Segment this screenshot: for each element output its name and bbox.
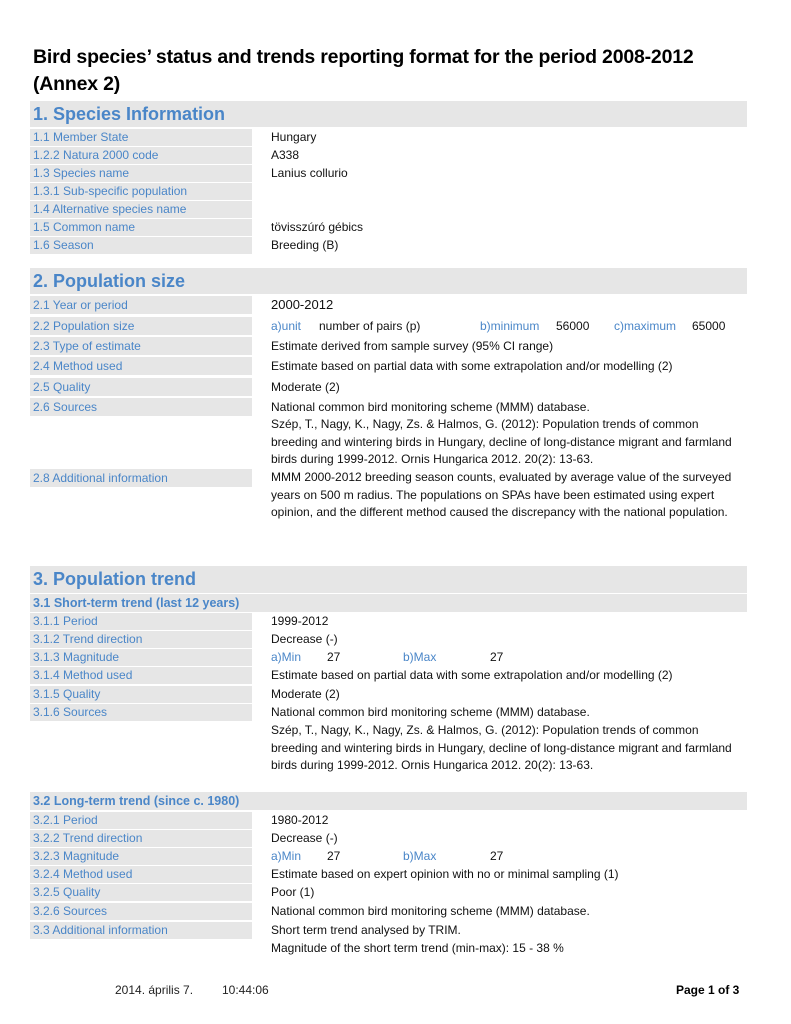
sub-specific-label: 1.3.1 Sub-specific population	[30, 183, 252, 200]
quality-value: Moderate (2)	[271, 380, 340, 394]
long-magnitude-label: 3.2.3 Magnitude	[30, 848, 252, 865]
short-min-value: 27	[327, 650, 341, 664]
unit-value: number of pairs (p)	[319, 319, 421, 333]
alt-species-label: 1.4 Alternative species name	[30, 201, 252, 218]
common-name-label: 1.5 Common name	[30, 219, 252, 236]
short-max-value: 27	[490, 650, 504, 664]
short-quality-value: Moderate (2)	[271, 687, 340, 701]
long-period-value: 1980-2012	[271, 813, 329, 827]
unit-label: a)unit	[271, 319, 302, 333]
long-quality-value: Poor (1)	[271, 885, 315, 899]
sources-value: National common bird monitoring scheme (MMM) database.	[271, 400, 590, 414]
season-value: Breeding (B)	[271, 238, 339, 252]
long-max-value: 27	[490, 849, 504, 863]
long-term-heading: 3.2 Long-term trend (since c. 1980)	[30, 792, 747, 810]
member-state-value: Hungary	[271, 130, 317, 144]
section-2-heading: 2. Population size	[30, 268, 747, 294]
short-quality-label: 3.1.5 Quality	[30, 686, 252, 703]
natura-code-label: 1.2.2 Natura 2000 code	[30, 147, 252, 164]
additional-info-label: 2.8 Additional information	[30, 469, 252, 487]
long-direction-label: 3.2.2 Trend direction	[30, 830, 252, 847]
maximum-value: 65000	[692, 319, 726, 333]
season-label: 1.6 Season	[30, 237, 252, 254]
maximum-label: c)maximum	[614, 319, 676, 333]
short-sources-label: 3.1.6 Sources	[30, 704, 252, 721]
long-sources-value: National common bird monitoring scheme (MMM) database.	[271, 904, 590, 918]
long-sources-label: 3.2.6 Sources	[30, 903, 252, 920]
short-method-label: 3.1.4 Method used	[30, 667, 252, 684]
short-max-label: b)Max	[403, 650, 437, 664]
short-direction-label: 3.1.2 Trend direction	[30, 631, 252, 648]
long-min-value: 27	[327, 849, 341, 863]
trend-additional-info-line2: Magnitude of the short term trend (min-max): 15 - 38 %	[271, 941, 564, 955]
footer-time: 10:44:06	[222, 983, 269, 997]
method-used-label: 2.4 Method used	[30, 357, 252, 375]
method-used-value: Estimate based on partial data with some extrapolation and/or modelling (2)	[271, 359, 673, 373]
sources-label: 2.6 Sources	[30, 398, 252, 416]
footer-date: 2014. április 7.	[115, 983, 194, 997]
long-max-label: b)Max	[403, 849, 437, 863]
short-period-label: 3.1.1 Period	[30, 613, 252, 630]
minimum-value: 56000	[556, 319, 590, 333]
sources-citation: Szép, T., Nagy, K., Nagy, Zs. & Halmos, G. (2012): Population trends of common breeding and wintering birds in Hungary, decline of long-distance migrant and farmland birds during 1999-2012. Ornis Hungarica 2012. 20(2): 13-63.	[271, 417, 732, 467]
short-min-label: a)Min	[271, 650, 302, 664]
footer-page-number: Page 1 of 3	[676, 983, 740, 997]
population-size-label: 2.2 Population size	[30, 317, 252, 335]
short-sources-citation: Szép, T., Nagy, K., Nagy, Zs. & Halmos, G. (2012): Population trends of common breeding and wintering birds in Hungary, decline of long-distance migrant and farmland birds during 1999-2012. Ornis Hungarica 2012. 20(2): 13-63.	[271, 723, 732, 773]
common-name-value: tövisszúró gébics	[271, 220, 364, 234]
short-direction-value: Decrease (-)	[271, 632, 338, 646]
short-sources-value: National common bird monitoring scheme (MMM) database.	[271, 705, 590, 719]
section-1-heading: 1. Species Information	[30, 101, 747, 127]
long-quality-label: 3.2.5 Quality	[30, 884, 252, 901]
minimum-label: b)minimum	[480, 319, 540, 333]
quality-label: 2.5 Quality	[30, 378, 252, 396]
year-period-value: 2000-2012	[271, 297, 334, 312]
species-name-value: Lanius collurio	[271, 166, 348, 180]
section-3-heading: 3. Population trend	[30, 566, 747, 593]
short-magnitude-label: 3.1.3 Magnitude	[30, 649, 252, 666]
additional-info-value: MMM 2000-2012 breeding season counts, evaluated by average value of the surveyed years on 500 m radius. The populations on SPAs have been estimated using expert opinion, and the different method caused the discrepancy with the national population.	[271, 470, 732, 520]
year-period-label: 2.1 Year or period	[30, 296, 252, 314]
natura-code-value: A338	[271, 148, 300, 162]
member-state-label: 1.1 Member State	[30, 129, 252, 146]
trend-additional-info-label: 3.3 Additional information	[30, 922, 252, 939]
estimate-type-value: Estimate derived from sample survey (95% CI range)	[271, 339, 554, 353]
long-min-label: a)Min	[271, 849, 302, 863]
estimate-type-label: 2.3 Type of estimate	[30, 337, 252, 355]
document-title: Bird species’ status and trends reporting format for the period 2008-2012 (Annex 2)	[33, 46, 694, 95]
short-term-heading: 3.1 Short-term trend (last 12 years)	[30, 594, 747, 612]
long-method-value: Estimate based on expert opinion with no or minimal sampling (1)	[271, 867, 619, 881]
long-direction-value: Decrease (-)	[271, 831, 338, 845]
short-period-value: 1999-2012	[271, 614, 329, 628]
long-method-label: 3.2.4 Method used	[30, 866, 252, 883]
short-method-value: Estimate based on partial data with some extrapolation and/or modelling (2)	[271, 668, 673, 682]
trend-additional-info-line1: Short term trend analysed by TRIM.	[271, 923, 461, 937]
long-period-label: 3.2.1 Period	[30, 812, 252, 829]
species-name-label: 1.3 Species name	[30, 165, 252, 182]
